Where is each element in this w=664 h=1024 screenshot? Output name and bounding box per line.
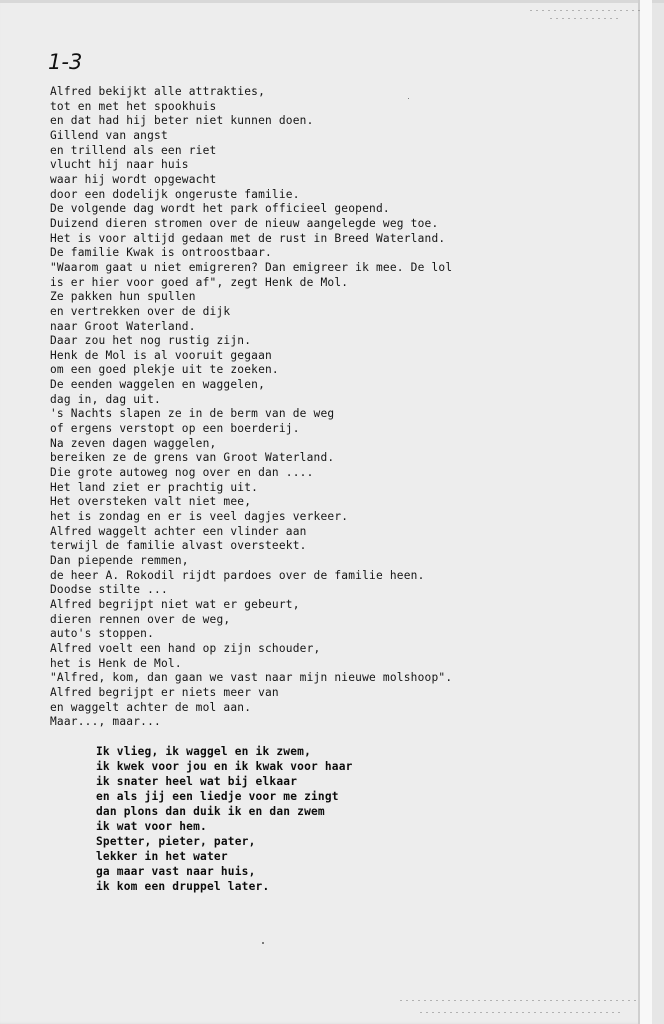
story-line: De familie Kwak is ontroostbaar. (50, 246, 272, 260)
song-line: ik kom een druppel later. (96, 880, 270, 893)
song-line: lekker in het water (96, 850, 228, 863)
story-line: Alfred begrijpt er niets meer van (50, 685, 279, 699)
story-line: Het land ziet er prachtig uit. (50, 480, 259, 494)
scan-noise (550, 18, 620, 19)
story-line: en waggelt achter de mol aan. (50, 700, 252, 714)
story-line: Alfred voelt een hand op zijn schouder, (50, 641, 321, 655)
story-line: 's Nachts slapen ze in de berm van de weg (50, 407, 335, 421)
song-line: ga maar vast naar huis, (96, 865, 256, 878)
story-line: waar hij wordt opgewacht (50, 172, 217, 186)
song-line: dan plons dan duik ik en dan zwem (96, 805, 325, 818)
story-line: door een dodelijk ongeruste familie. (50, 187, 300, 201)
scan-noise (400, 1000, 640, 1001)
song-line: ik snater heel wat bij elkaar (96, 775, 298, 788)
story-line: "Alfred, kom, dan gaan we vast naar mijn nieuwe molshoop". (50, 671, 453, 685)
story-line: en vertrekken over de dijk (50, 304, 231, 318)
story-line: Alfred bekijkt alle attrakties, (50, 85, 265, 98)
story-line: Alfred waggelt achter een vlinder aan (50, 524, 307, 538)
story-line: Doodse stilte ... (50, 583, 168, 597)
story-text (50, 85, 645, 730)
song-line: Ik vlieg, ik waggel en ik zwem, (96, 745, 311, 758)
story-line: auto's stoppen. (50, 627, 155, 641)
story-line: Alfred begrijpt niet wat er gebeurt, (50, 597, 300, 611)
story-line: de heer A. Rokodil rijdt pardoes over de familie heen. (50, 568, 425, 582)
story-line: Maar..., maar... (50, 715, 161, 729)
scan-noise (530, 10, 640, 11)
scan-speck (408, 98, 409, 99)
scan-noise (420, 1012, 620, 1013)
story-line: terwijl de familie alvast oversteekt. (50, 539, 307, 553)
story-line: De eenden waggelen en waggelen, (50, 378, 265, 392)
story-line: Duizend dieren stromen over de nieuw aangelegde weg toe. (50, 216, 439, 230)
story-line: en dat had hij beter niet kunnen doen. (50, 114, 314, 128)
story-line: vlucht hij naar huis (50, 158, 189, 172)
song-verse (96, 744, 556, 894)
story-line: Ze pakken hun spullen (50, 290, 196, 304)
story-line: tot en met het spookhuis (50, 99, 217, 113)
story-line: en trillend als een riet (50, 143, 217, 157)
story-line: De volgende dag wordt het park officieel geopend. (50, 202, 390, 216)
song-line: en als jij een liedje voor me zingt (96, 790, 339, 803)
story-line: Het oversteken valt niet mee, (50, 495, 252, 509)
story-line: Henk de Mol is al vooruit gegaan (50, 348, 272, 362)
story-line: Het is voor altijd gedaan met de rust in Breed Waterland. (50, 231, 446, 245)
story-line: naar Groot Waterland. (50, 319, 196, 333)
story-line: dag in, dag uit. (50, 392, 161, 406)
story-line: Daar zou het nog rustig zijn. (50, 334, 252, 348)
story-line: of ergens verstopt op een boerderij. (50, 422, 300, 436)
story-line: Gillend van angst (50, 128, 168, 142)
story-line: bereiken ze de grens van Groot Waterland. (50, 451, 335, 465)
song-line: ik kwek voor jou en ik kwak voor haar (96, 760, 353, 773)
song-line: Spetter, pieter, pater, (96, 835, 256, 848)
page-number: 1-3 (48, 50, 83, 74)
song-line: ik wat voor hem. (96, 820, 207, 833)
story-line: het is Henk de Mol. (50, 656, 182, 670)
page-top-edge (0, 0, 664, 3)
story-line: Na zeven dagen waggelen, (50, 436, 217, 450)
story-line: Die grote autoweg nog over en dan .... (50, 466, 314, 480)
story-line: Dan piepende remmen, (50, 554, 189, 567)
story-line: het is zondag en er is veel dagjes verkeer. (50, 510, 349, 524)
story-line: is er hier voor goed af", zegt Henk de Mol. (50, 275, 349, 289)
story-line: "Waarom gaat u niet emigreren? Dan emigreer ik mee. De lol (50, 260, 453, 274)
story-line: om een goed plekje uit te zoeken. (50, 363, 279, 377)
scan-speck (262, 942, 264, 944)
story-line: dieren rennen over de weg, (50, 612, 231, 626)
